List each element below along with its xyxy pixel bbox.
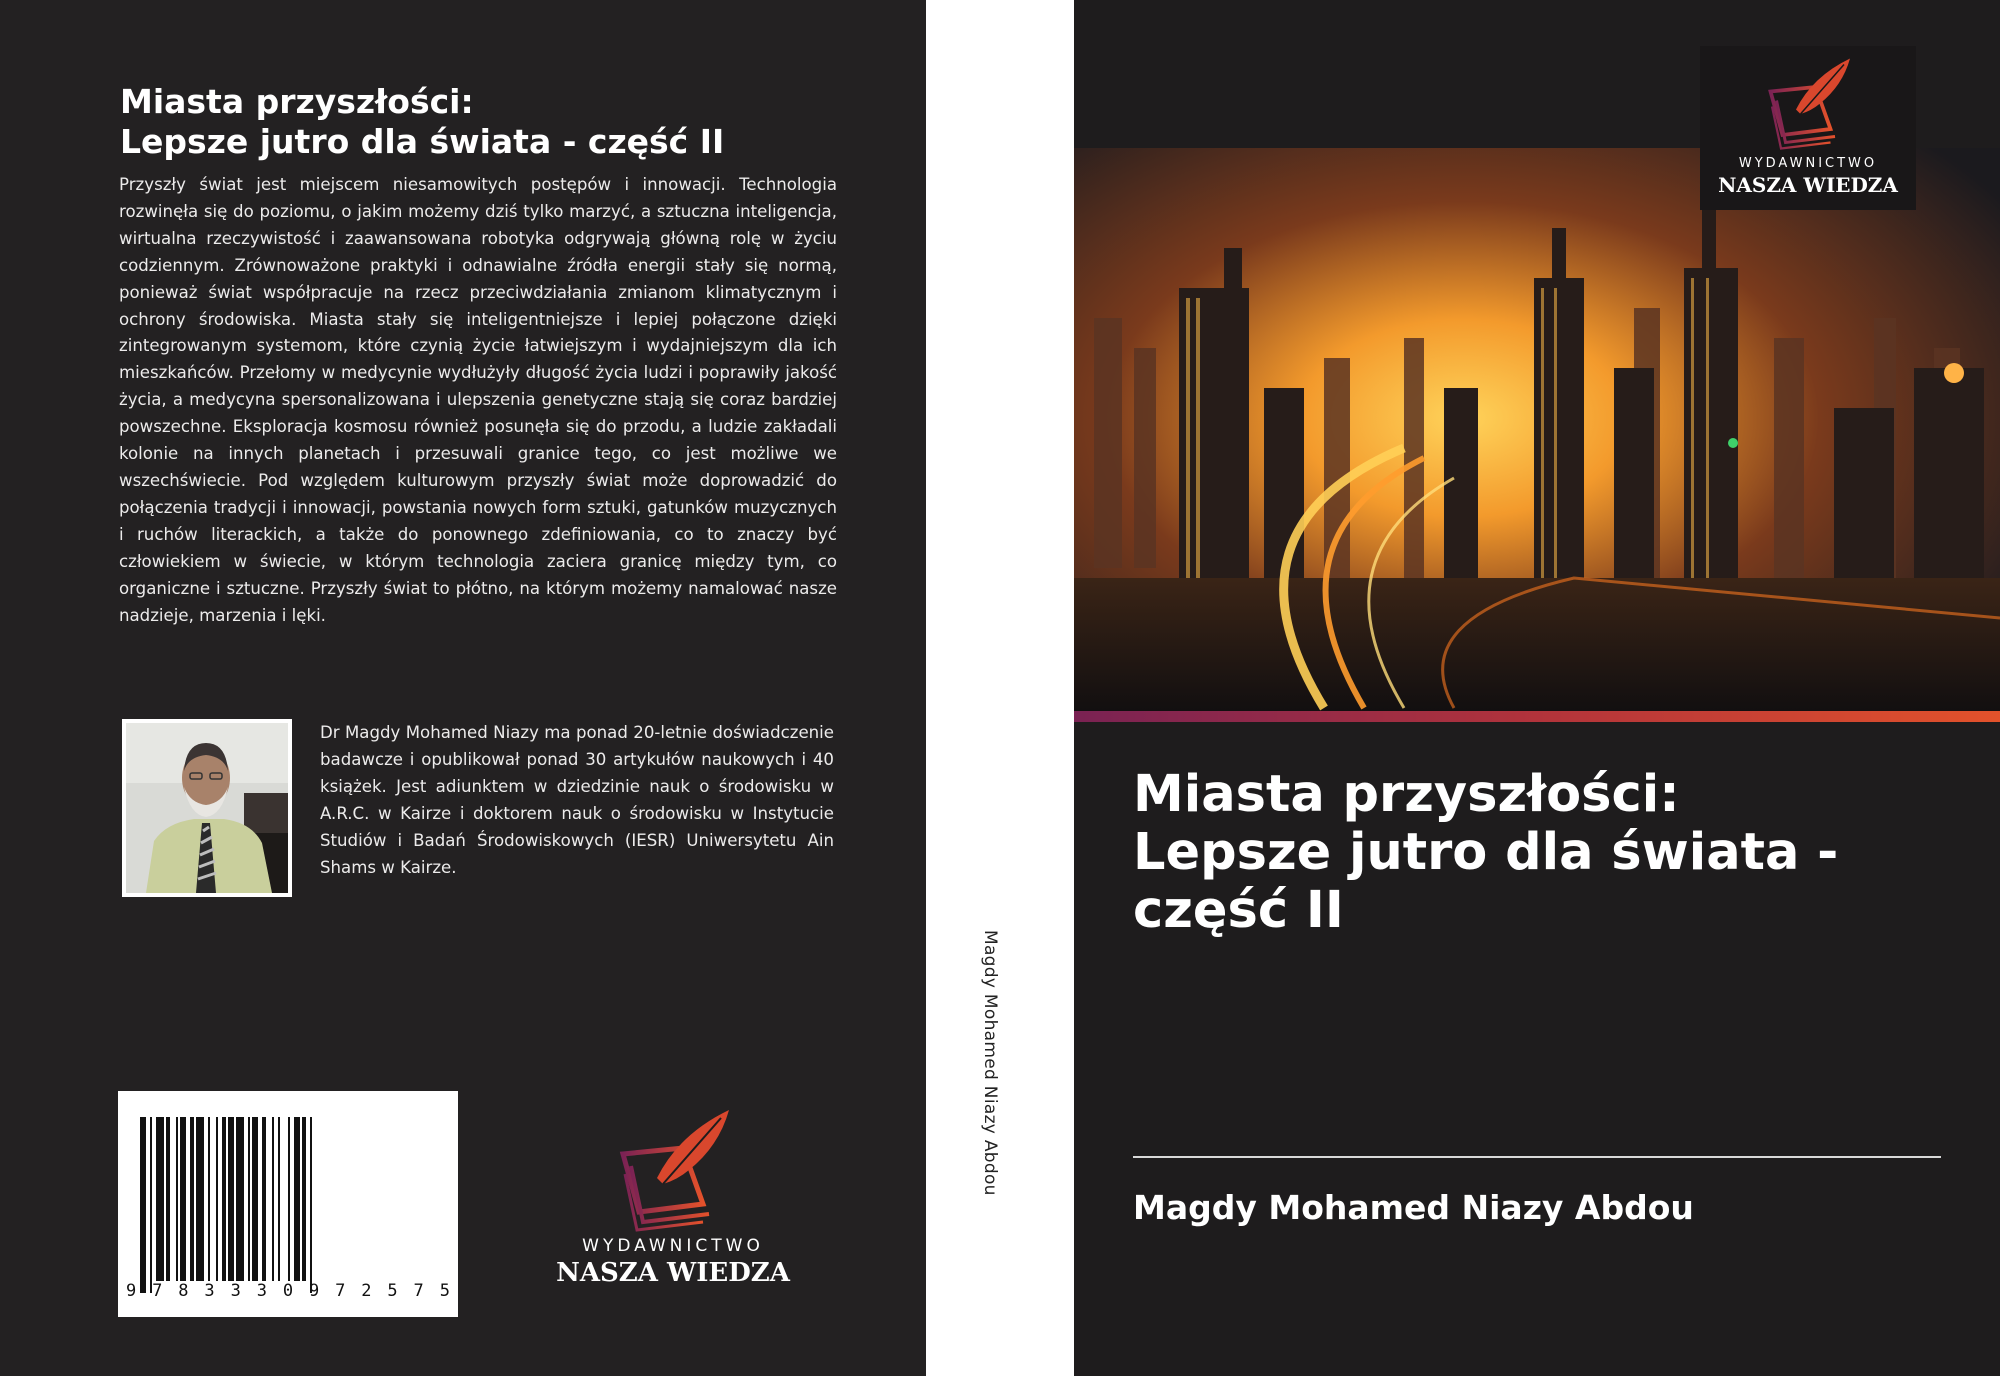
barcode-bar xyxy=(166,1117,170,1281)
front-title-line-3: część II xyxy=(1133,881,1344,940)
spine-author: Magdy Mohamed Niazy Abdou xyxy=(980,930,1000,1196)
publisher-logo-back xyxy=(556,1104,790,1288)
front-title-line-1: Miasta przyszłości: xyxy=(1133,765,1680,824)
barcode-bar xyxy=(208,1117,210,1281)
barcode-bar xyxy=(278,1117,280,1281)
barcode-bar xyxy=(228,1117,234,1281)
barcode-digit: 9 xyxy=(308,1281,320,1301)
barcode-bar xyxy=(272,1117,274,1281)
barcode-bar xyxy=(140,1117,146,1293)
barcode-digit: 7 xyxy=(335,1281,346,1301)
barcode-bar xyxy=(156,1117,164,1281)
barcode-bar xyxy=(176,1117,178,1281)
back-title-line-2: Lepsze jutro dla świata - część II xyxy=(120,122,725,161)
publisher-label-big: NASZA WIEDZA xyxy=(556,1258,790,1288)
author-portrait-image xyxy=(126,723,288,893)
back-cover-title xyxy=(120,82,840,162)
front-cover-author: Magdy Mohamed Niazy Abdou xyxy=(1133,1188,1694,1227)
barcode-bar xyxy=(302,1117,306,1281)
front-cover-title xyxy=(1133,766,1953,940)
title-divider xyxy=(1133,1156,1941,1158)
barcode-bar xyxy=(222,1117,226,1281)
barcode-digit: 3 xyxy=(204,1281,215,1301)
author-bio: Dr Magdy Mohamed Niazy ma ponad 20-letnie doświadczenie badawcze i opublikował ponad 30 artykułów naukowych i 40 książek. Jest adiunktem w dziedzinie nauk o środowisku w A.R.C. w Kairze i doktorem nauk o środowisku w Instytucie Studiów i Badań Środowiskowych (IESR) Uniwersytetu Ain Shams w Kairze. xyxy=(320,723,834,877)
barcode-bar xyxy=(262,1117,266,1281)
barcode-number xyxy=(126,1281,450,1301)
barcode-digit: 2 xyxy=(361,1281,372,1301)
accent-stripe xyxy=(1074,711,2000,722)
barcode-bar xyxy=(252,1117,258,1281)
barcode-bar xyxy=(190,1117,194,1281)
barcode-digit: 0 xyxy=(282,1281,294,1301)
barcode-digit: 3 xyxy=(256,1281,267,1301)
publisher-label-big: NASZA WIEDZA xyxy=(1718,173,1898,197)
barcode-digit: 7 xyxy=(413,1281,424,1301)
barcode-bar xyxy=(196,1117,204,1281)
publisher-book-quill-icon xyxy=(1748,52,1868,152)
barcode-bar xyxy=(150,1117,152,1293)
barcode-digit: 5 xyxy=(387,1281,398,1301)
author-photo xyxy=(122,719,292,897)
barcode-digit: 9 xyxy=(126,1281,137,1301)
book-spine xyxy=(926,0,1074,1376)
barcode-bar xyxy=(180,1117,186,1281)
barcode-bar xyxy=(310,1117,312,1293)
isbn-barcode xyxy=(118,1091,458,1317)
barcode-bar xyxy=(294,1117,300,1281)
publisher-logo-front xyxy=(1700,46,1916,210)
publisher-book-quill-icon xyxy=(593,1104,753,1232)
barcode-digit: 8 xyxy=(178,1281,189,1301)
back-title-line-1: Miasta przyszłości: xyxy=(120,82,474,121)
barcode-digit: 5 xyxy=(439,1281,450,1301)
publisher-label-small: WYDAWNICTWO xyxy=(1738,156,1878,171)
barcode-bar xyxy=(288,1117,290,1281)
barcode-bar xyxy=(236,1117,244,1281)
book-blurb: Przyszły świat jest miejscem niesamowitych postępów i innowacji. Technologia rozwinęła się do poziomu, o jakim możemy dziś tylko marzyć, a sztuczna inteligencja, wirtualna rzeczywistość i zaawansowana robotyka odgrywają główną rolę w życiu codziennym. Zrównoważone praktyki i odnawialne źródła energii stały się normą, ponieważ świat współpracuje na rzecz przeciwdziałania zmianom klimatycznym i ochrony środowiska. Miasta stały się inteligentniejsze i lepiej połączone dzięki zintegrowanym systemom, które czynią życie łatwiejszym i wydajniejszym dla ich mieszkańców. Przełomy w medycynie wydłużyły długość życia ludzi i poprawiły jakość życia, a medycyna spersonalizowana i ulepszenia genetyczne stają się coraz bardziej powszechne. Eksploracja kosmosu również posunęła się do przodu, a ludzie zakładali kolonie na innych planetach i przesuwali granice tego, co jest możliwe we wszechświecie. Pod względem kulturowym przyszły świat może doprowadzić do połączenia tradycji i innowacji, powstania nowych form sztuki, gatunków muzycznych i ruchów literackich, a także do ponownego zdefiniowania, co to znaczy być człowiekiem w świecie, w którym technologia zaciera granicę między tym, co organiczne i sztuczne. Przyszły świat to płótno, na którym możemy namalować nasze nadzieje, marzenia i lęki. xyxy=(119,175,837,625)
publisher-label-small: WYDAWNICTWO xyxy=(582,1236,764,1256)
city-skyline-illustration xyxy=(1074,148,2000,711)
front-title-line-2: Lepsze jutro dla świata - xyxy=(1133,823,1839,882)
barcode-digit: 3 xyxy=(230,1281,241,1301)
barcode-bar xyxy=(248,1117,250,1281)
barcode-bar xyxy=(216,1117,218,1281)
barcode-digit: 7 xyxy=(152,1281,163,1301)
